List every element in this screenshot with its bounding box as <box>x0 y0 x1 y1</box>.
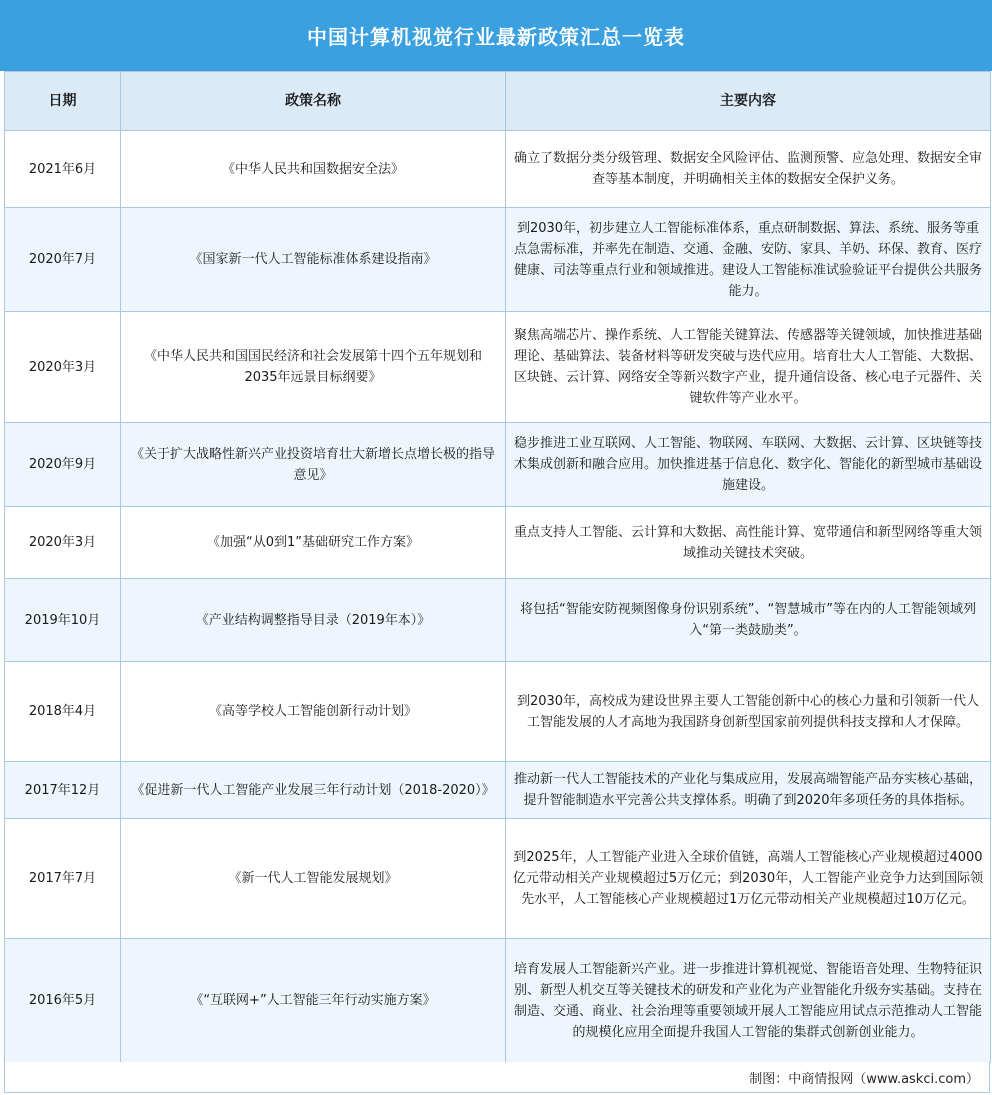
row-date: 2019年10月 <box>5 579 121 662</box>
table-title: 中国计算机视觉行业最新政策汇总一览表 <box>0 0 992 71</box>
row-policy-name: 《新一代人工智能发展规划》 <box>121 819 506 939</box>
table-row <box>5 208 991 312</box>
policy-table <box>4 71 991 1063</box>
row-policy-name: 《中华人民共和国数据安全法》 <box>121 131 506 208</box>
row-date: 2017年7月 <box>5 819 121 939</box>
row-content: 重点支持人工智能、云计算和大数据、高性能计算、宽带通信和新型网络等重大领域推动关键技术突破。 <box>506 507 991 579</box>
row-date: 2020年3月 <box>5 312 121 423</box>
row-policy-name: 《“互联网+”人工智能三年行动实施方案》 <box>121 939 506 1063</box>
row-date: 2017年12月 <box>5 762 121 819</box>
table-row <box>5 312 991 423</box>
row-content: 确立了数据分类分级管理、数据安全风险评估、监测预警、应急处理、数据安全审查等基本制度，并明确相关主体的数据安全保护义务。 <box>506 131 991 208</box>
row-content: 到2030年，高校成为建设世界主要人工智能创新中心的核心力量和引领新一代人工智能发展的人才高地为我国跻身创新型国家前列提供科技支撑和人才保障。 <box>506 662 991 762</box>
row-date: 2020年9月 <box>5 423 121 507</box>
row-content: 到2030年，初步建立人工智能标准体系，重点研制数据、算法、系统、服务等重点急需标准，并率先在制造、交通、金融、安防、家具、羊奶、环保、教育、医疗健康、司法等重点行业和领域推进。建设人工智能标准试验验证平台提供公共服务能力。 <box>506 208 991 312</box>
table-row <box>5 507 991 579</box>
row-content: 到2025年，人工智能产业进入全球价值链，高端人工智能核心产业规模超过4000亿元带动相关产业规模超过5万亿元；到2030年，人工智能产业竞争力达到国际领先水平，人工智能核心产业规模超过1万亿元带动相关产业规模超过10万亿元。 <box>506 819 991 939</box>
row-content: 稳步推进工业互联网、人工智能、物联网、车联网、大数据、云计算、区块链等技术集成创新和融合应用。加快推进基于信息化、数字化、智能化的新型城市基础设施建设。 <box>506 423 991 507</box>
table-row <box>5 819 991 939</box>
row-policy-name: 《中华人民共和国国民经济和社会发展第十四个五年规划和2035年远景目标纲要》 <box>121 312 506 423</box>
table-row <box>5 939 991 1063</box>
row-policy-name: 《加强“从0到1”基础研究工作方案》 <box>121 507 506 579</box>
header-date: 日期 <box>5 72 121 131</box>
table-row <box>5 579 991 662</box>
table-row <box>5 662 991 762</box>
row-content: 培育发展人工智能新兴产业。进一步推进计算机视觉、智能语音处理、生物特征识别、新型人机交互等关键技术的研发和产业化为产业智能化升级夯实基础。支持在制造、交通、商业、社会治理等重要领域开展人工智能应用试点示范推动人工智能的规模化应用全面提升我国人工智能的集群式创新创业能力。 <box>506 939 991 1063</box>
row-date: 2018年4月 <box>5 662 121 762</box>
table-row <box>5 423 991 507</box>
row-date: 2020年7月 <box>5 208 121 312</box>
table-row <box>5 131 991 208</box>
header-name: 政策名称 <box>121 72 506 131</box>
row-policy-name: 《关于扩大战略性新兴产业投资培育壮大新增长点增长极的指导意见》 <box>121 423 506 507</box>
header-content: 主要内容 <box>506 72 991 131</box>
table-row <box>5 762 991 819</box>
row-date: 2016年5月 <box>5 939 121 1063</box>
header-row <box>5 72 991 131</box>
row-policy-name: 《产业结构调整指导目录（2019年本）》 <box>121 579 506 662</box>
row-policy-name: 《国家新一代人工智能标准体系建设指南》 <box>121 208 506 312</box>
row-content: 聚焦高端芯片、操作系统、人工智能关键算法、传感器等关键领域，加快推进基础理论、基础算法、装备材料等研发突破与迭代应用。培育壮大人工智能、大数据、区块链、云计算、网络安全等新兴数字产业，提升通信设备、核心电子元器件、关键软件等产业水平。 <box>506 312 991 423</box>
row-date: 2020年3月 <box>5 507 121 579</box>
source-credit: 制图：中商情报网（www.askci.com） <box>4 1062 990 1093</box>
row-date: 2021年6月 <box>5 131 121 208</box>
row-content: 将包括“智能安防视频图像身份识别系统”、“智慧城市”等在内的人工智能领域列入“第一类鼓励类”。 <box>506 579 991 662</box>
row-policy-name: 《高等学校人工智能创新行动计划》 <box>121 662 506 762</box>
row-policy-name: 《促进新一代人工智能产业发展三年行动计划（2018-2020）》 <box>121 762 506 819</box>
row-content: 推动新一代人工智能技术的产业化与集成应用，发展高端智能产品夯实核心基础，提升智能制造水平完善公共支撑体系。明确了到2020年多项任务的具体指标。 <box>506 762 991 819</box>
